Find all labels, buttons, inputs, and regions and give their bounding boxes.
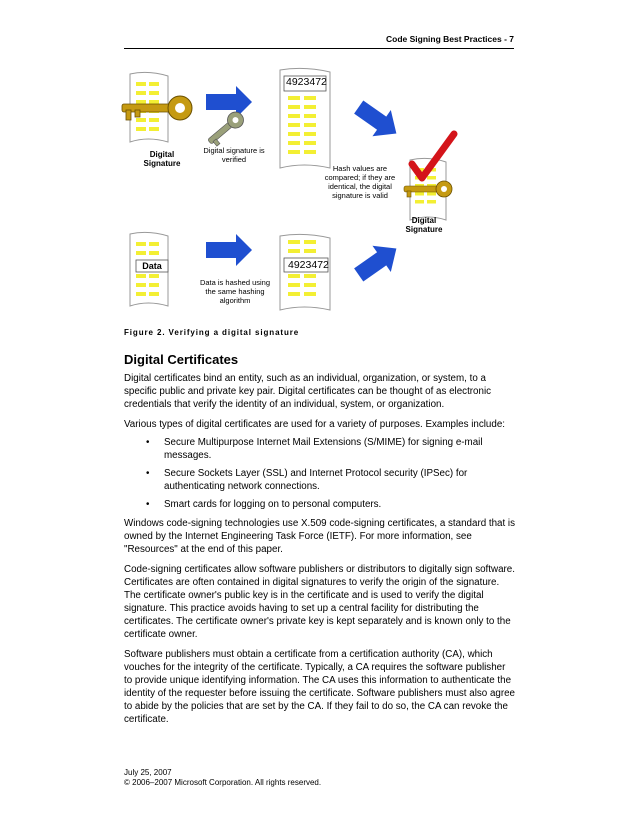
page-footer — [124, 768, 321, 788]
figure-caption: Figure 2. Verifying a digital signature — [124, 328, 300, 337]
header-rule — [124, 48, 514, 49]
footer-date: July 25, 2007 — [124, 768, 172, 777]
footer-copyright: © 2006–2007 Microsoft Corporation. All rights reserved. — [124, 778, 322, 787]
paragraph-2: Various types of digital certificates are used for a variety of purposes. Examples include: — [124, 419, 505, 430]
arrow-up-right-icon — [350, 235, 406, 288]
arrow-right-icon-bottom — [206, 234, 252, 266]
label-data: Data — [142, 261, 162, 271]
label-hash-compared: Hash values are compared; if they are identical, the digital signature is valid — [324, 164, 396, 200]
figure-verifying-signature — [118, 64, 458, 320]
list-item-text: Smart cards for logging on to personal computers. — [164, 499, 382, 510]
bullet-icon: • — [146, 499, 150, 510]
list-item-text: Secure Multipurpose Internet Mail Extensions (S/MIME) for signing e-mail messages. — [164, 437, 483, 461]
hash-value-bottom: 4923472 — [288, 259, 329, 271]
paragraph-5: Software publishers must obtain a certificate from a certification authority (CA), which vouches for the integrity of the certificate. Typically, a CA requires the software publisher to provide unique identifying information. The CA uses this information to authenticate the identity of the requester before issuing the certificate. Software publishers must also agree to abide by the policies that are set by the CA. If they fail to do so, the CA can revoke the certificate. — [124, 649, 515, 725]
figure-illustration — [118, 64, 458, 320]
section-heading: Digital Certificates — [124, 352, 239, 367]
arrow-down-right-icon — [350, 94, 406, 147]
bullet-icon: • — [146, 437, 150, 448]
label-signature-verified: Digital signature is verified — [203, 146, 265, 164]
label-data-hashed: Data is hashed using the same hashing algorithm — [199, 278, 271, 305]
label-digital-signature-source: Digital Signature — [143, 150, 181, 168]
hash-value-top: 4923472 — [286, 76, 327, 88]
list-item-text: Secure Sockets Layer (SSL) and Internet Protocol security (IPSec) for authenticating network connections. — [164, 468, 468, 492]
paragraph-4: Code-signing certificates allow software publishers or distributors to digitally sign software. Certificates are often contained in digital signatures to verify the origin of the signature. The certificate owner's public key is in the certificate and is used to verify the digital signature. This practice avoids having to set up a central facility for distributing the certificates. The certificate owner's private key is kept separately and is known only to the certificate owner. — [124, 564, 515, 640]
main-content — [124, 352, 516, 733]
list-item — [124, 467, 516, 493]
paragraph-3: Windows code-signing technologies use X.509 code-signing certificates, a standard that is owned by the Internet Engineering Task Force (IETF). For more information, see "Resources" at the end of this paper. — [124, 518, 516, 555]
arrow-right-icon-top — [206, 86, 252, 118]
list-item — [124, 436, 516, 462]
bullet-list — [124, 436, 516, 511]
running-header: Code Signing Best Practices - 7 — [385, 34, 514, 44]
bullet-icon: • — [146, 468, 150, 479]
paragraph-1: Digital certificates bind an entity, such as an individual, organization, or system, to a specific public and private key pair. Digital certificates can be thought of as electronic credentials that verify the identity of an individual, system, or organization. — [124, 373, 492, 410]
label-digital-signature-result: Digital Signature — [405, 216, 443, 234]
list-item — [124, 498, 516, 511]
hash-document-icon-bottom — [280, 234, 330, 310]
public-key-icon — [204, 109, 246, 148]
